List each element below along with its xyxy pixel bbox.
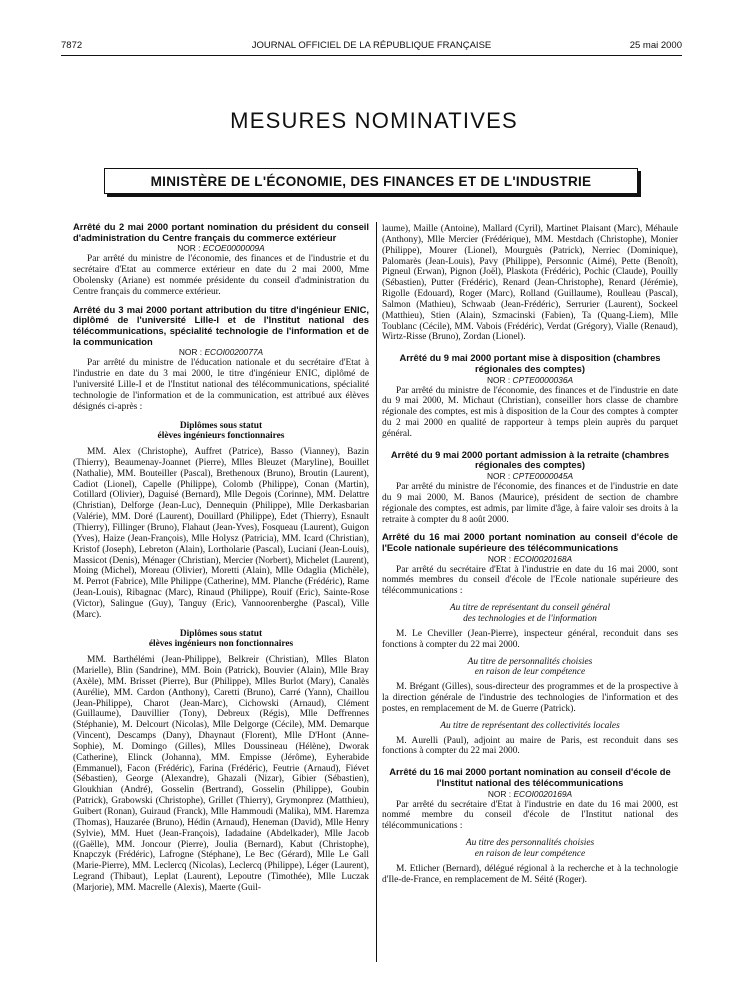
category-line: en raison de leur compétence [474, 667, 586, 678]
running-header [61, 40, 682, 54]
nor-reference [382, 471, 678, 482]
article-enic [73, 305, 369, 894]
category-line: Au titre de personnalités choisies [467, 656, 593, 667]
journal-title: JOURNAL OFFICIEL DE LA RÉPUBLIQUE FRANÇAISE [251, 40, 492, 51]
subsection-line: Diplômes sous statut [179, 420, 263, 431]
article-banos [382, 450, 678, 526]
left-column [73, 222, 369, 982]
category-heading [382, 838, 678, 860]
appointment-paragraph: M. Etlicher (Bernard), délégué régional à la recherche et à la technologie d'Ile-de-France, en remplacement de M. Séité (Roger). [382, 863, 678, 885]
article-obolensky [73, 222, 369, 298]
appointment-paragraph: M. Aurelli (Paul), adjoint au maire de Paris, est reconduit dans ses fonctions à compter du 22 mai 2000. [382, 735, 678, 757]
article-body: Par arrêté du ministre de l'éducation nationale et du secrétaire d'Etat à l'industrie en date du 3 mai 2000, le titre d'ingénieur ENIC, diplômé de l'université Lille-I et de l'Institut national des télécommunications, spécialité technologie de l'information et de la communication, est attribué aux élèves désignés ci-après : [73, 358, 369, 412]
subsection-heading [73, 421, 369, 443]
article-enst [382, 532, 678, 757]
article-body: Par arrêté du secrétaire d'Etat à l'industrie en date du 16 mai 2000, sont nommés membres du conseil d'école de l'Ecole nationale supérieure des télécommunications : [382, 564, 678, 597]
nor-label: NOR : [487, 788, 512, 799]
nor-label: NOR : [486, 374, 511, 385]
category-line: des technologies et de l'information [463, 614, 597, 624]
article-body: Par arrêté du ministre de l'économie, des finances et de l'industrie en date du 9 mai 2000, M. Michaut (Christian), conseiller hors classe de chambre régionale des comptes, est mis à disposition de la Cour des comptes à compter du 2 mai 2000 en qualité de rapporteur à temps plein auprès du parquet général. [382, 385, 678, 439]
nor-label: NOR : [486, 471, 511, 482]
article-int [382, 767, 678, 885]
column-divider [376, 222, 377, 962]
appointment-paragraph: M. Le Cheviller (Jean-Pierre), inspecteur général, reconduit dans ses fonctions à compter du 22 mai 2000. [382, 628, 678, 650]
issue-date: 25 mai 2000 [629, 40, 682, 51]
page-title: MESURES NOMINATIVES [230, 108, 518, 133]
nor-label: NOR : [487, 553, 512, 564]
subsection-line: Diplômes sous statut [179, 628, 263, 639]
category-heading [382, 657, 678, 679]
right-column [382, 224, 678, 984]
category-line: en raison de leur compétence [474, 848, 586, 859]
nor-reference [73, 243, 369, 254]
article-title: Arrêté du 16 mai 2000 portant nomination au conseil d'école de l'Ecole nationale supérieure des télécommunications [382, 531, 678, 554]
category-heading [382, 603, 678, 625]
nor-reference [382, 789, 678, 800]
category-line: Au titre de représentant du conseil général [449, 603, 611, 614]
ministry-heading: MINISTÈRE DE L'ÉCONOMIE, DES FINANCES ET DE L'INDUSTRIE [104, 168, 638, 194]
graduate-list: MM. Barthélémi (Jean-Philippe), Belkreir (Christian), Mlles Blaton (Marielle), Blin (Sandrine), MM. Boin (Patrick), Bouvier (Alain), Mlle Bray (Axèle), MM. Brisset (Pierre), Bur (Philippe), Mlles Burlot (Mary), Canalès (Aurélie), MM. Cardon (Anthony), Caretti (Bruno), Carré (Yann), Chaillou (Jean-Philippe), Charot (Jean-Marc), Cichowski (Arnaud), Clément (Guillaume), Dauvillier (Tony), Debreux (Régis), Mlle Deffrennes (Stéphanie), M. Delcourt (Nicolas), Mlle Delgorge (Cécile), MM. Demarque (Vincent), Descamps (Dany), Dhaynaut (Florent), Mlle D'Hont (Anne-Sophie), M. Domingo (Gilles), Mlles Doussineau (Hélène), Dworak (Catherine), Elinck (Johanna), MM. Empisse (Jérôme), Eyherabide (Emmanuel), Facon (Frédéric), Farina (Frédéric), Feutrie (Arnaud), Fiévet (Sébastien), George (Alexandre), Ghazali (Nizar), Gibier (Sébastien), Gloukhian (André), Gosselin (Bertrand), Gosselin (Philippe), Goubin (Patrick), Grabowski (Christophe), Grillet (Thierry), Grymonprez (Matthieu), Guibert (Ronan), Guiraud (Franck), Mlle Hammoudi (Malika), MM. Haremza (Thomas), Hauzarée (Bruno), Hédin (Arnaud), Heneman (David), Mlle Henry (Sylvie), MM. Huet (Jean-François), Iadadaine (Abdelkader), Mlle Jacob ((Gaëlle), MM. Joncour (Pierre), Joulia (Bernard), Kabut (Christophe), Knapczyk (Frédéric), Lafrogne (Stéphane), Le Bec (Gérard), Mlle Le Gall (Marie-Pierre), MM. Leclercq (Nicolas), Leclercq (Philippe), Léger (Laurent), Legrand (Thibaut), Leplat (Laurent), Lepoutre (Timothée), Mlle Luczak (Marjorie), MM. Macrelle (Alexis), Maerte (Guil- [73, 655, 369, 893]
category-heading: Au titre de représentant des collectivités locales [440, 720, 620, 731]
article-body: Par arrêté du ministre de l'économie, des finances et de l'industrie en date du 9 mai 2000, M. Banos (Maurice), président de section de chambre régionale des comptes, est admis, par limite d'âge, à faire valoir ses droits à la retraite à compter du 8 août 2000. [382, 482, 678, 525]
nor-reference [73, 347, 369, 358]
article-title: Arrêté du 16 mai 2000 portant nomination au conseil d'école de l'Institut national des télécommunications [389, 766, 671, 788]
nor-code: ECOE0000009A [202, 243, 265, 254]
nor-label: NOR : [177, 243, 201, 254]
category-line: Au titre des personnalités choisies [465, 838, 595, 849]
nor-label: NOR : [178, 347, 203, 358]
page-number: 7872 [61, 40, 83, 51]
graduate-list-continued: laume), Maille (Antoine), Mallard (Cyril), Martinet Plaisant (Marc), Méhaule (Anthony), Mlle Mercier (Frédérique), MM. Mestdach (Christophe), Monier (Philippe), Mourer (Lionel), Mourguès (Patrick), Nerriec (Dominique), Palomarès (Jean-Louis), Pavy (Philippe), Personnic (Aimé), Pette (Benoît), Pigneul (Erwan), Pignon (Joël), Plaskota (Frédéric), Pochic (Claude), Pouilly (Sébastien), Putter (Frédéric), Renard (Jean-Christophe), Renard (Jérémie), Rigolle (Edouard), Roger (Marc), Rolland (Guillaume), Roulleau (Pascal), Salmon (Mathieu), Schwaab (Jean-Frédéric), Serrurier (Laurent), Sockeel (Matthieu), Stien (Alain), Szmacinski (Fabien), Ta (Quang-Liem), Mlle Toublanc (Cécile), MM. Vabois (Frédéric), Verdat (Grégory), Vialle (Renaud), Wirtz-Risse (Bruno), Zordan (Lionel). [382, 224, 678, 343]
article-body: Par arrêté du ministre de l'économie, des finances et de l'industrie et du secrétaire d'Etat au commerce extérieur en date du 2 mai 2000, Mme Obolensky (Ariane) est nommée présidente du conseil d'administration du Centre français du commerce extérieur. [73, 254, 369, 297]
subsection-line: élèves ingénieurs fonctionnaires [157, 431, 285, 442]
subsection-heading [73, 629, 369, 651]
nor-code: CPTE0000036A [512, 374, 574, 385]
nor-code: ECOI0020169A [513, 788, 573, 799]
nor-code: ECOI0020168A [513, 553, 573, 564]
article-title: Arrêté du 3 mai 2000 portant attribution du titre d'ingénieur ENIC, diplômé de l'université Lille-I et de l'Institut national des télécommunications, spécialité technologie de l'information et de la communication [73, 303, 369, 347]
header-rule [61, 55, 682, 56]
graduate-list: MM. Alex (Christophe), Auffret (Patrice), Basso (Vianney), Bazin (Thierry), Beaumenay-Joannet (Pierre), Mlles Bleuzet (Maryline), Bouillet (Nathalie), MM. Bouteiller (Pascal), Brethenoux (Bruno), Broutin (Laurent), Cadiot (Lionel), Capelle (Philippe), Colomb (Philippe), Conan (Martin), Cotillard (Olivier), Daguisé (Bernard), Mlle Degois (Corinne), MM. Delattre (Christian), Delforge (Jean-Luc), Dennequin (Philippe), Mlle Derkasbarian (Valérie), MM. Doré (Laurent), Douillard (Philippe), Edet (Thierry), Esnault (Thierry), Fillinger (Bruno), Flahaut (Jean-Yves), Fosqueau (Laurent), Guigon (Yves), Haize (Jean-François), Mlle Holysz (Patricia), MM. Icard (Christian), Kristof (Joseph), Lebreton (Alain), Lortholarie (Pascal), Luciani (Jean-Louis), Massicot (Denis), Ménager (Christian), Mercier (Norbert), Michelet (Laurent), Moing (Michel), Moreau (Olivier), Moretti (Alain), Mlle Odaglia (Michèle), M. Perrot (Fabrice), Mlle Philippe (Catherine), MM. Planche (Frédéric), Rame (Jean-Louis), Ribagnac (Marc), Rinaud (Philippe), Rouif (Eric), Sainte-Rose (Victor), Salingue (Guy), Tanguy (Eric), Vannoorenberghe (Pascal), Ville (Marc). [73, 447, 369, 620]
article-michaut [382, 353, 678, 439]
article-title: Arrêté du 9 mai 2000 portant mise à disposition (chambres régionales des comptes) [399, 352, 661, 374]
nor-reference [382, 375, 678, 386]
subsection-line: élèves ingénieurs non fonctionnaires [148, 639, 294, 650]
article-body: Par arrêté du secrétaire d'Etat à l'industrie en date du 16 mai 2000, est nommé membre du conseil d'école de l'Institut national des télécommunications : [382, 799, 678, 832]
nor-code: CPTE0000045A [512, 471, 574, 482]
appointment-paragraph: M. Brégant (Gilles), sous-directeur des programmes et de la prospective à la direction générale de l'industrie des technologies de l'information et des postes, en remplacement de M. de Guerre (Patrick). [382, 682, 678, 714]
nor-reference [382, 554, 678, 565]
nor-code: ECOI0020077A [204, 347, 264, 358]
article-title: Arrêté du 2 mai 2000 portant nomination du président du conseil d'administration du Centre français du commerce extérieur [73, 222, 369, 243]
article-title: Arrêté du 9 mai 2000 portant admission à la retraite (chambres régionales des comptes) [390, 448, 670, 471]
